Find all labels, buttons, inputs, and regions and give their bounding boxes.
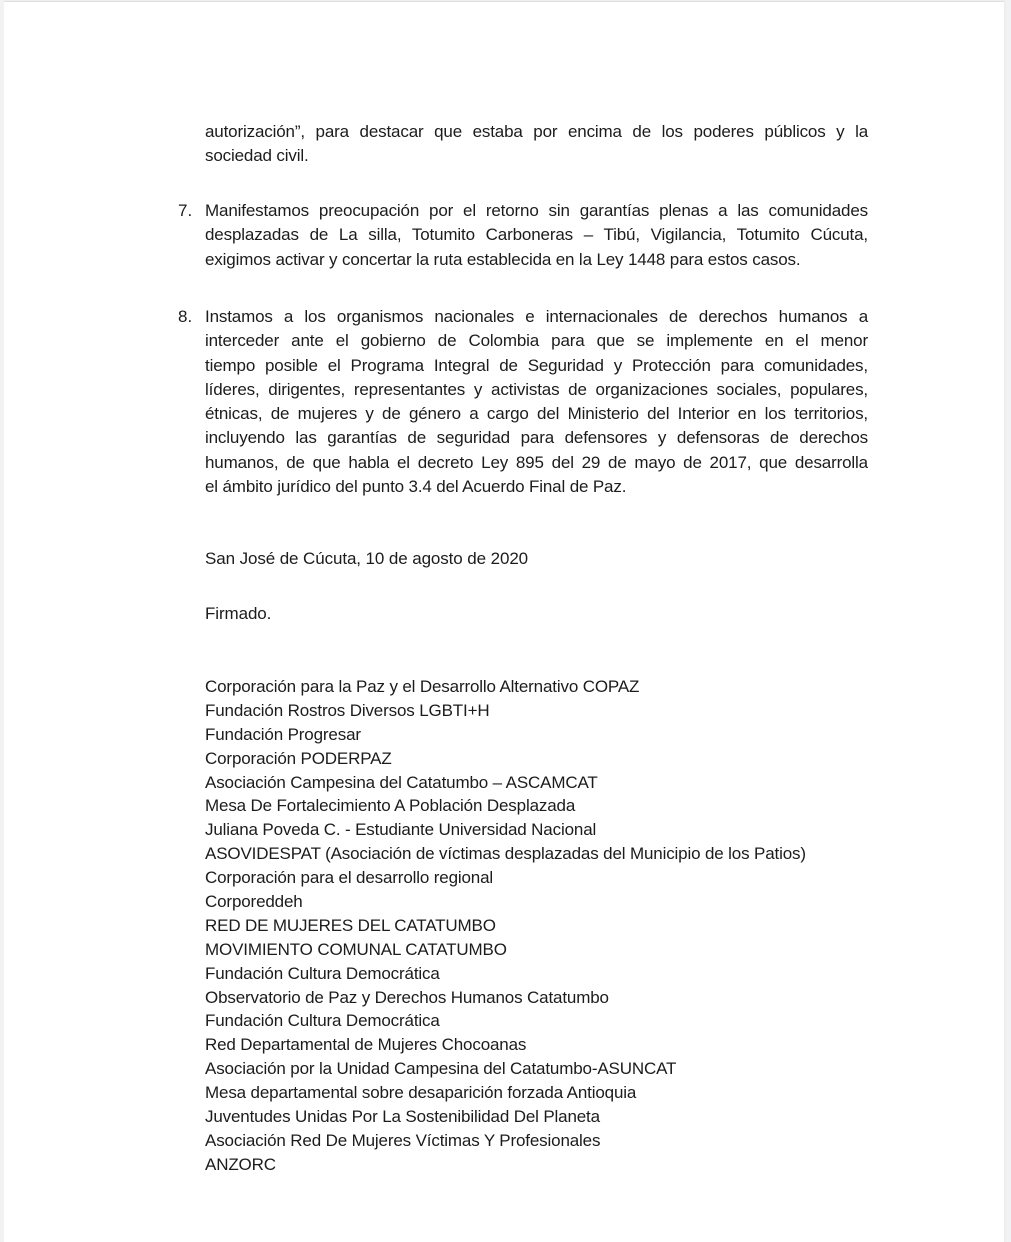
paragraph-line: líderes, dirigentes, representantes y activistas de organizaciones sociales, populares, xyxy=(205,379,868,399)
signatory: Fundación Cultura Democrática xyxy=(205,1011,440,1031)
paragraph-line: desplazadas de La silla, Totumito Carboneras – Tibú, Vigilancia, Totumito Cúcuta, xyxy=(205,225,868,245)
signatory: Corporación PODERPAZ xyxy=(205,748,392,768)
signatory: Juliana Poveda C. - Estudiante Universidad Nacional xyxy=(205,820,597,840)
item-8-paragraph xyxy=(205,305,868,499)
item-number: 7. xyxy=(178,201,193,220)
paragraph-line: Manifestamos preocupación por el retorno sin garantías plenas a las comunidades xyxy=(205,201,868,220)
paragraph-line: incluyendo las garantías de seguridad para defensores y defensoras de derechos xyxy=(205,428,868,448)
signatory: Asociación Campesina del Catatumbo – ASCAMCAT xyxy=(205,772,598,792)
signatory: Corporación para el desarrollo regional xyxy=(205,868,494,888)
signatory: Fundación Rostros Diversos LGBTI+H xyxy=(205,700,490,720)
signatory: MOVIMIENTO COMUNAL CATATUMBO xyxy=(205,939,507,959)
paragraph-line: Instamos a los organismos nacionales e internacionales de derechos humanos a xyxy=(205,307,868,326)
document-page xyxy=(4,1,1004,1242)
signatory: Mesa departamental sobre desaparición forzada Antioquia xyxy=(205,1083,637,1103)
signed-label: Firmado. xyxy=(205,604,272,623)
signatory: Fundación Progresar xyxy=(205,724,361,744)
paragraph-line: humanos, de que habla el decreto Ley 895 del 29 de mayo de 2017, que desarrolla xyxy=(205,452,868,472)
signatories-list xyxy=(205,675,806,1177)
continuation-paragraph xyxy=(205,120,868,169)
signatory: Fundación Cultura Democrática xyxy=(205,963,440,983)
signatory: ASOVIDESPAT (Asociación de víctimas desplazadas del Municipio de los Patios) xyxy=(205,844,806,864)
signatory: RED DE MUJERES DEL CATATUMBO xyxy=(205,915,496,935)
signatory: Asociación Red De Mujeres Víctimas Y Profesionales xyxy=(205,1130,601,1150)
signatory: Corporación para la Paz y el Desarrollo Alternativo COPAZ xyxy=(205,677,640,696)
signatory: Asociación por la Unidad Campesina del Catatumbo-ASUNCAT xyxy=(205,1059,677,1079)
signatory: Juventudes Unidas Por La Sostenibilidad Del Planeta xyxy=(205,1107,600,1127)
item-7-paragraph xyxy=(205,199,868,272)
signatory: ANZORC xyxy=(205,1154,276,1174)
paragraph-line: interceder ante el gobierno de Colombia para que se implemente en el menor xyxy=(205,331,868,351)
signatory: Mesa De Fortalecimiento A Población Desplazada xyxy=(205,796,576,816)
paragraph-line: autorización”, para destacar que estaba por encima de los poderes públicos y la xyxy=(205,122,868,141)
signatory: Red Departamental de Mujeres Chocoanas xyxy=(205,1035,527,1055)
paragraph-line: sociedad civil. xyxy=(205,146,309,166)
signatory: Observatorio de Paz y Derechos Humanos Catatumbo xyxy=(205,987,609,1007)
paragraph-line: exigimos activar y concertar la ruta establecida en la Ley 1448 para estos casos. xyxy=(205,249,801,269)
signatory: Corporeddeh xyxy=(205,892,303,912)
paragraph-line: tiempo posible el Programa Integral de Seguridad y Protección para comunidades, xyxy=(205,355,868,375)
item-number: 8. xyxy=(178,307,193,326)
paragraph-line: étnicas, de mujeres y de género a cargo del Ministerio del Interior en los territorios, xyxy=(205,404,868,424)
place-date: San José de Cúcuta, 10 de agosto de 2020 xyxy=(205,549,529,568)
paragraph-line: el ámbito jurídico del punto 3.4 del Acuerdo Final de Paz. xyxy=(205,477,627,497)
